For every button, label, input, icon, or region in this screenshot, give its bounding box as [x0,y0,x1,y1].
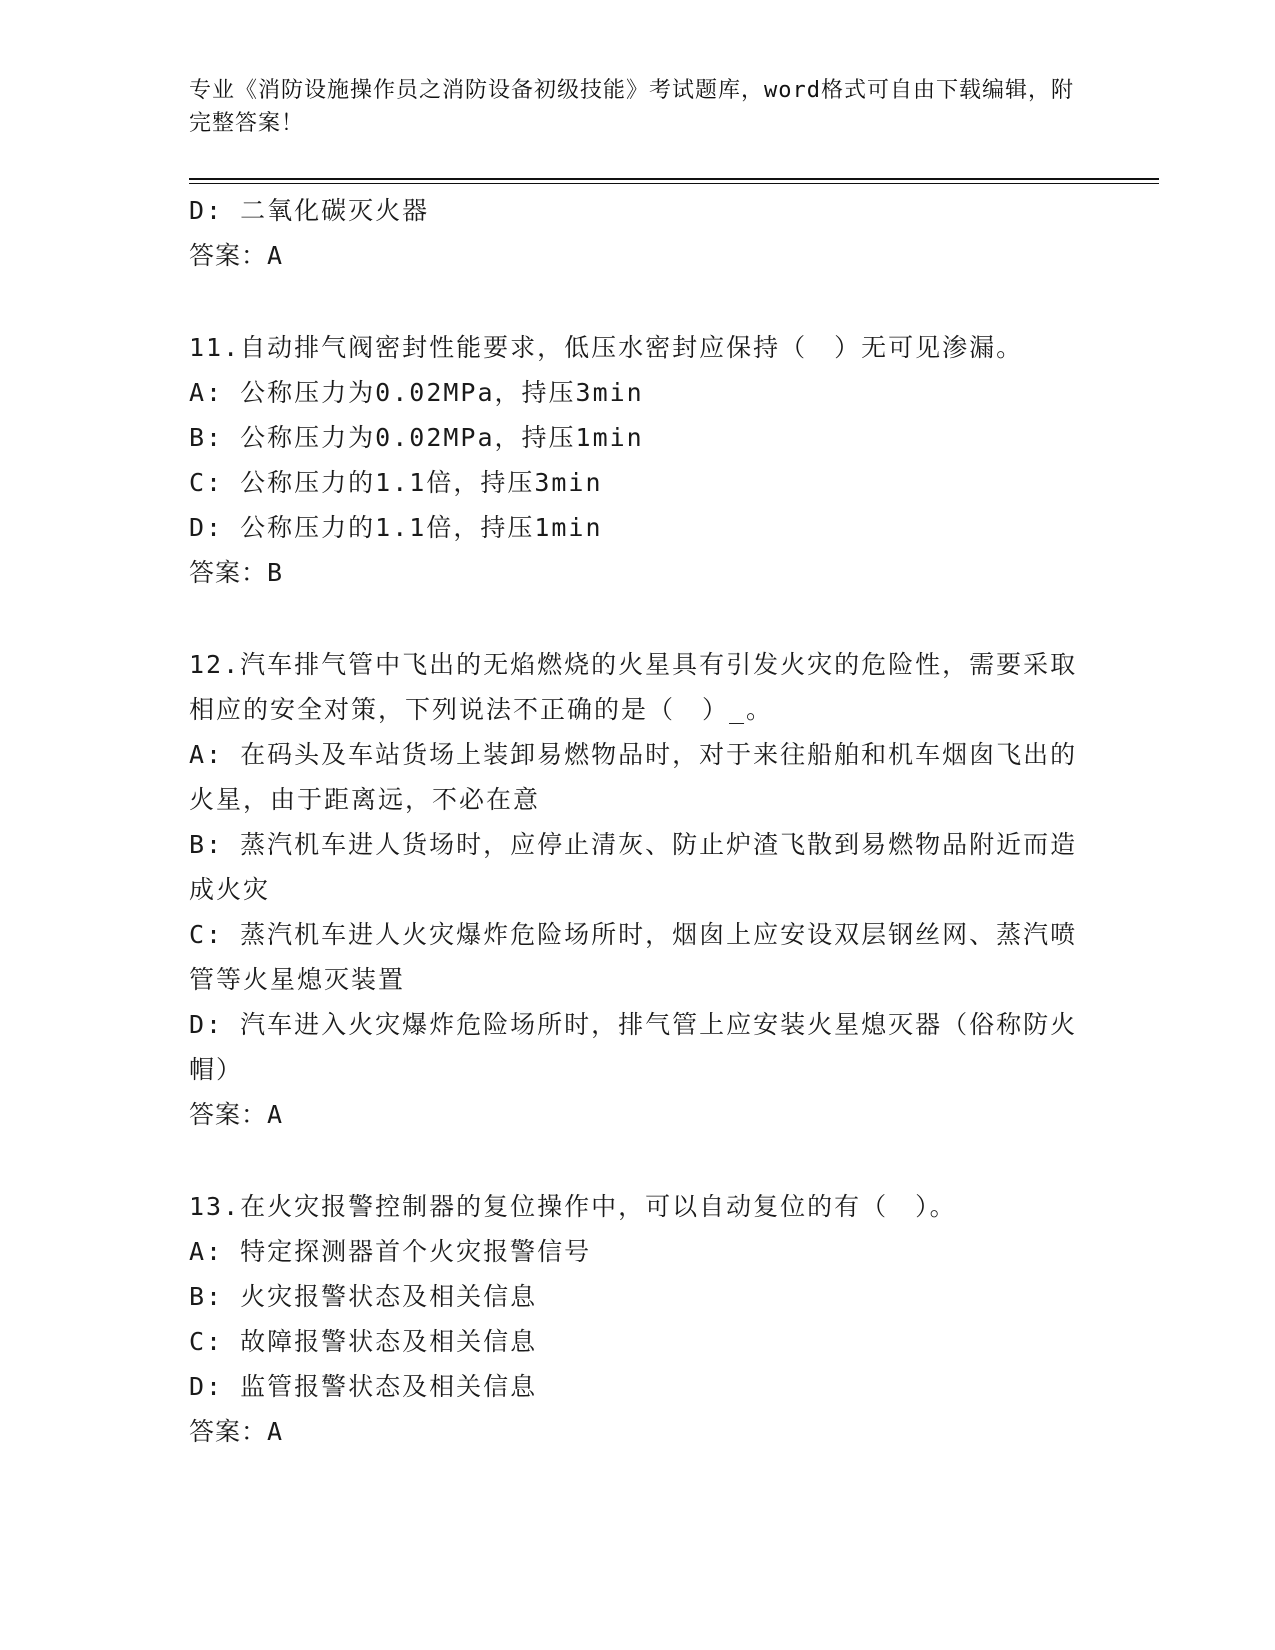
option-label: D: [189,1010,224,1039]
document-header: 专业《消防设施操作员之消防设备初级技能》考试题库，word格式可自由下载编辑，附完整答案！ [189,78,1074,136]
spacer [189,1138,1089,1184]
answer-value: A [267,1417,284,1446]
option-item [189,822,1089,912]
option-label: A: [189,378,224,407]
option-label: D: [189,196,224,225]
option-text: 公称压力的1.1倍，持压1min [240,513,603,542]
answer-value: A [267,241,284,270]
option-label: B: [189,1282,224,1311]
option-item [189,1274,1089,1319]
option-item [189,460,1089,505]
option-text: 公称压力为0.02MPa，持压1min [240,423,644,452]
question-stem: 11.自动排气阀密封性能要求，低压水密封应保持（ ）无可见渗漏。 [189,333,1024,362]
option-label: A: [189,740,224,769]
option-text: 火灾报警状态及相关信息 [240,1282,538,1311]
option-label: A: [189,1237,224,1266]
answer-line [189,1092,1089,1138]
option-text: 蒸汽机车进人火灾爆炸危险场所时，烟囱上应安设双层钢丝网、蒸汽喷管等火星熄灭装置 [189,920,1078,994]
option-item [189,415,1089,460]
option-item [189,732,1089,822]
option-label: C: [189,1327,224,1356]
option-label: C: [189,920,224,949]
header-divider-thick [189,178,1159,180]
option-text: 公称压力为0.02MPa，持压3min [240,378,644,407]
answer-label: 答案： [189,558,268,587]
header-divider-thin [189,183,1159,184]
answer-line [189,550,1089,596]
option-text: 在码头及车站货场上装卸易燃物品时，对于来往船舶和机车烟囱飞出的火星，由于距离远，不必在意 [189,740,1078,814]
option-text: 蒸汽机车进人货场时，应停止清灰、防止炉渣飞散到易燃物品附近而造成火灾 [189,830,1078,904]
answer-line [189,233,1089,279]
answer-line [189,1409,1089,1455]
option-item [189,1319,1089,1364]
option-item [189,912,1089,1002]
option-item [189,188,1089,233]
option-item [189,1002,1089,1092]
option-item [189,505,1089,550]
answer-value: A [267,1100,284,1129]
option-text: 公称压力的1.1倍，持压3min [240,468,603,497]
option-text: 二氧化碳灭火器 [240,196,430,225]
option-text: 汽车进入火灾爆炸危险场所时，排气管上应安装火星熄灭器（俗称防火帽） [189,1010,1078,1084]
option-text: 特定探测器首个火灾报警信号 [240,1237,592,1266]
previous-question-tail [189,188,1089,279]
option-label: D: [189,1372,224,1401]
option-item [189,370,1089,415]
option-text: 故障报警状态及相关信息 [240,1327,538,1356]
option-label: D: [189,513,224,542]
option-item [189,1364,1089,1409]
answer-label: 答案： [189,1417,268,1446]
document-body [189,188,1089,1455]
option-label: B: [189,423,224,452]
question-stem: 12.汽车排气管中飞出的无焰燃烧的火星具有引发火灾的危险性，需要采取相应的安全对策，下列说法不正确的是（ ）_。 [189,650,1078,724]
question-stem: 13.在火灾报警控制器的复位操作中，可以自动复位的有（ ）。 [189,1192,957,1221]
option-text: 监管报警状态及相关信息 [240,1372,538,1401]
answer-label: 答案： [189,1100,268,1129]
answer-label: 答案： [189,241,268,270]
option-item [189,1229,1089,1274]
question-13 [189,1184,1089,1455]
spacer [189,279,1089,325]
question-11 [189,325,1089,596]
question-12 [189,642,1089,1138]
option-label: B: [189,830,224,859]
answer-value: B [267,558,284,587]
option-label: C: [189,468,224,497]
spacer [189,596,1089,642]
